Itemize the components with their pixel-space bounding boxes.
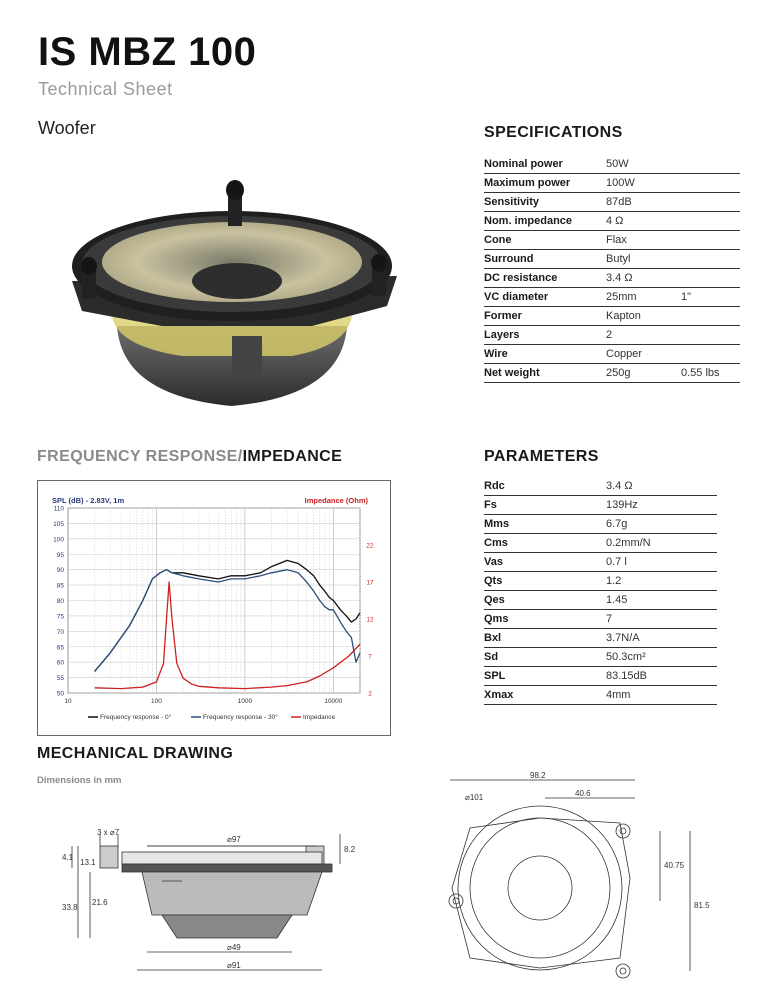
param-label: SPL (484, 667, 606, 686)
front-width-label: 98.2 (530, 771, 546, 780)
legend-label: Frequency response - 30° (203, 714, 278, 721)
param-label: Fs (484, 496, 606, 515)
param-value: 50.3cm² (606, 648, 717, 667)
spec-extra (681, 212, 740, 231)
frequency-heading (37, 448, 342, 466)
spec-label: Former (484, 307, 606, 326)
specifications-table (484, 155, 740, 383)
spec-value: Copper (606, 345, 681, 364)
param-value: 1.2 (606, 572, 717, 591)
param-value: 3.7N/A (606, 629, 717, 648)
frequency-heading-a: FREQUENCY RESPONSE/ (37, 448, 243, 465)
x-tick-label: 1000 (237, 698, 253, 705)
spec-row (484, 364, 740, 383)
spec-value: 25mm (606, 288, 681, 307)
param-value: 6.7g (606, 515, 717, 534)
front-h-total-label: 81.5 (694, 901, 710, 910)
spec-label: Sensitivity (484, 193, 606, 212)
param-label: Xmax (484, 686, 606, 705)
spec-label: Layers (484, 326, 606, 345)
param-label: Vas (484, 553, 606, 572)
param-row (484, 477, 717, 496)
spec-value: 100W (606, 174, 681, 193)
front-h-half-label: 40.75 (664, 861, 685, 870)
front-view-drawing (440, 768, 710, 998)
spec-label: Net weight (484, 364, 606, 383)
spec-extra (681, 269, 740, 288)
param-row (484, 496, 717, 515)
h2-label: 13.1 (80, 858, 96, 867)
mechanical-heading: MECHANICAL DRAWING (37, 745, 234, 762)
param-row (484, 667, 717, 686)
spec-value: 3.4 Ω (606, 269, 681, 288)
h1-label: 4.1 (62, 853, 74, 862)
param-row (484, 572, 717, 591)
spec-label: Nominal power (484, 155, 606, 174)
front-dia-label: ⌀101 (465, 793, 484, 802)
spec-label: Surround (484, 250, 606, 269)
spec-extra (681, 345, 740, 364)
front-half-label: 40.6 (575, 789, 591, 798)
bottom-width-label: ⌀91 (227, 961, 241, 970)
spec-extra: 1" (681, 288, 740, 307)
page-title: IS MBZ 100 (38, 30, 257, 74)
spec-value: Butyl (606, 250, 681, 269)
spec-value: 4 Ω (606, 212, 681, 231)
h4-label: 21.6 (92, 898, 108, 907)
spec-extra (681, 193, 740, 212)
spec-extra (681, 326, 740, 345)
frequency-chart (38, 481, 390, 735)
spec-row (484, 250, 740, 269)
spec-label: DC resistance (484, 269, 606, 288)
param-label: Cms (484, 534, 606, 553)
woofer-photo (62, 176, 412, 416)
y-tick-label: 105 (53, 520, 64, 528)
spec-row (484, 155, 740, 174)
y-tick-label: 60 (56, 659, 64, 667)
spec-label: Nom. impedance (484, 212, 606, 231)
param-label: Qms (484, 610, 606, 629)
x-tick-label: 100 (151, 698, 162, 705)
spec-label: Maximum power (484, 174, 606, 193)
spec-row (484, 345, 740, 364)
y-tick-label: 90 (56, 567, 64, 575)
spec-extra (681, 307, 740, 326)
param-row (484, 534, 717, 553)
param-label: Mms (484, 515, 606, 534)
dimensions-note: Dimensions in mm (37, 775, 122, 786)
y-right-tick-label: 7 (368, 653, 372, 661)
param-row (484, 648, 717, 667)
spec-value: 50W (606, 155, 681, 174)
spec-row (484, 307, 740, 326)
param-label: Bxl (484, 629, 606, 648)
y-tick-label: 100 (53, 536, 64, 544)
spec-extra (681, 231, 740, 250)
y-right-tick-label: 17 (366, 579, 374, 587)
spec-row (484, 269, 740, 288)
bottom-small-label: ⌀49 (227, 943, 241, 952)
h3-label: 8.2 (344, 845, 356, 854)
param-value: 83.15dB (606, 667, 717, 686)
spec-row (484, 231, 740, 250)
specifications-heading: SPECIFICATIONS (484, 124, 623, 141)
spec-value: 87dB (606, 193, 681, 212)
spec-label: VC diameter (484, 288, 606, 307)
param-label: Qes (484, 591, 606, 610)
param-label: Qts (484, 572, 606, 591)
param-value: 4mm (606, 686, 717, 705)
param-row (484, 553, 717, 572)
spec-row (484, 288, 740, 307)
product-type: Woofer (38, 118, 96, 138)
param-value: 139Hz (606, 496, 717, 515)
holes-label: 3 x ⌀7 (97, 828, 120, 837)
spec-extra (681, 174, 740, 193)
spec-value: Kapton (606, 307, 681, 326)
spec-row (484, 326, 740, 345)
param-value: 0.2mm/N (606, 534, 717, 553)
legend-label: Impedance (303, 714, 336, 721)
param-row (484, 610, 717, 629)
parameters-table (484, 477, 717, 705)
top-width-label: ⌀97 (227, 835, 241, 844)
param-label: Rdc (484, 477, 606, 496)
param-value: 1.45 (606, 591, 717, 610)
param-value: 7 (606, 610, 717, 629)
y-tick-label: 50 (56, 690, 64, 698)
frequency-chart-frame (37, 480, 391, 736)
spec-value: Flax (606, 231, 681, 250)
spec-row (484, 193, 740, 212)
param-value: 0.7 l (606, 553, 717, 572)
page-subtitle: Technical Sheet (38, 79, 173, 99)
legend-label: Frequency response - 0° (100, 714, 172, 721)
param-row (484, 591, 717, 610)
y-right-tick-label: 2 (368, 690, 372, 698)
y-tick-label: 65 (56, 644, 64, 652)
h5-label: 33.8 (62, 903, 78, 912)
chart-ylabel: SPL (dB) - 2.83V, 1m (52, 496, 125, 505)
parameters-heading: PARAMETERS (484, 448, 599, 465)
y-right-tick-label: 12 (366, 616, 374, 624)
x-tick-label: 10 (64, 698, 72, 705)
spec-label: Cone (484, 231, 606, 250)
param-row (484, 515, 717, 534)
chart-ylabel-right: Impedance (Ohm) (304, 496, 368, 505)
param-row (484, 629, 717, 648)
spec-extra: 0.55 lbs (681, 364, 740, 383)
spec-value: 250g (606, 364, 681, 383)
spec-label: Wire (484, 345, 606, 364)
spec-row (484, 212, 740, 231)
side-view-drawing (62, 820, 372, 988)
y-tick-label: 55 (56, 675, 64, 683)
spec-extra (681, 155, 740, 174)
y-tick-label: 75 (56, 613, 64, 621)
x-tick-label: 10000 (324, 698, 343, 705)
spec-row (484, 174, 740, 193)
param-label: Sd (484, 648, 606, 667)
series-line-2 (95, 582, 360, 689)
spec-extra (681, 250, 740, 269)
frequency-heading-b: IMPEDANCE (242, 448, 343, 465)
param-value: 3.4 Ω (606, 477, 717, 496)
y-tick-label: 110 (53, 505, 64, 513)
y-tick-label: 70 (56, 628, 64, 636)
y-right-tick-label: 22 (366, 542, 374, 550)
y-tick-label: 85 (56, 582, 64, 590)
spec-value: 2 (606, 326, 681, 345)
y-tick-label: 80 (56, 598, 64, 605)
y-tick-label: 95 (56, 551, 64, 559)
param-row (484, 686, 717, 705)
